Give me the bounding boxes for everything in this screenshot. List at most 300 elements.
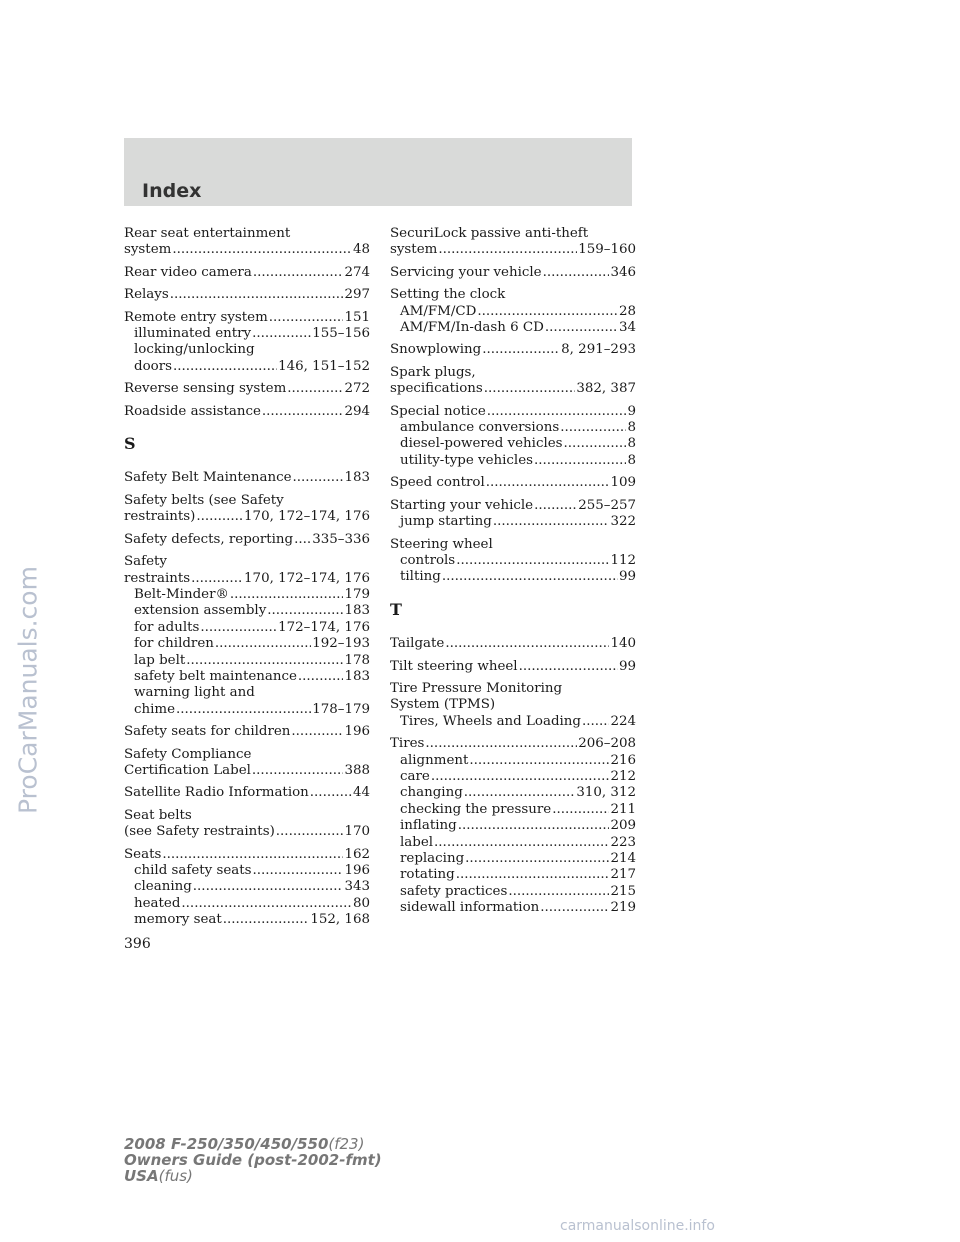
- index-entry-line: [390, 681, 636, 697]
- index-subentry-line: [124, 879, 370, 895]
- entry-term: Tire Pressure Monitoring: [390, 680, 563, 696]
- dot-leader: [545, 320, 618, 336]
- entry-term: Starting your vehicle: [390, 497, 534, 513]
- index-entry: [390, 342, 636, 358]
- dot-leader: [287, 381, 343, 397]
- entry-page-ref: 310, 312: [576, 785, 636, 801]
- entry-page-ref: 155–156: [312, 326, 370, 342]
- entry-page-ref: 159–160: [578, 242, 636, 258]
- page-number: 396: [124, 936, 151, 952]
- entry-term: Seat belts: [124, 807, 192, 823]
- entry-term: utility-type vehicles: [400, 452, 533, 468]
- dot-leader: [560, 420, 626, 436]
- entry-term: for children: [134, 636, 214, 652]
- entry-page-ref: 343: [344, 879, 370, 895]
- dot-leader: [294, 532, 311, 548]
- entry-term: sidewall information: [400, 900, 540, 916]
- entry-term: Seats: [124, 846, 162, 862]
- entry-page-ref: 219: [610, 900, 636, 916]
- entry-page-ref: 8, 291–293: [561, 342, 636, 358]
- index-subentry-line: [124, 636, 370, 652]
- entry-page-ref: 255–257: [578, 497, 636, 513]
- dot-leader: [534, 498, 577, 514]
- dot-leader: [445, 636, 609, 652]
- entry-page-ref: 151: [344, 309, 370, 325]
- dot-leader: [191, 571, 243, 587]
- index-entry: [390, 498, 636, 531]
- index-entry-line: [124, 554, 370, 570]
- index-entry: [390, 736, 636, 916]
- entry-term: diesel-powered vehicles: [400, 436, 563, 452]
- entry-term: Rear video camera: [124, 264, 252, 280]
- entry-term: AM/FM/CD: [400, 303, 477, 319]
- index-entry-line: [124, 287, 370, 303]
- entry-page-ref: 346: [610, 264, 636, 280]
- dot-leader: [508, 884, 609, 900]
- entry-term: changing: [400, 785, 463, 801]
- entry-term: Relays: [124, 287, 169, 303]
- index-subentry-line: [124, 587, 370, 603]
- dot-leader: [434, 835, 609, 851]
- index-entry: [390, 537, 636, 586]
- index-entry-line: [124, 493, 370, 509]
- index-subentry-line: [390, 818, 636, 834]
- index-entry: [124, 381, 370, 397]
- entry-page-ref: 217: [610, 867, 636, 883]
- entry-term: replacing: [400, 851, 465, 866]
- dot-leader: [465, 851, 609, 867]
- dot-leader: [540, 900, 609, 916]
- dot-leader: [456, 867, 610, 883]
- entry-page-ref: 322: [610, 514, 636, 530]
- index-entry-line: [124, 808, 370, 824]
- entry-term: Safety Belt Maintenance: [124, 470, 292, 486]
- entry-term: chime: [134, 701, 176, 717]
- index-entry-line: [390, 475, 636, 491]
- index-entry-line: [390, 659, 636, 675]
- dot-leader: [456, 553, 609, 569]
- index-subentry-line: [124, 896, 370, 912]
- index-entry-line: [390, 265, 636, 281]
- entry-term: (see Safety restraints): [124, 824, 275, 840]
- entry-page-ref: 183: [344, 668, 370, 684]
- footer-line-market: [124, 1168, 382, 1184]
- entry-term: AM/FM/In-dash 6 CD: [400, 320, 544, 336]
- dot-leader: [564, 436, 627, 452]
- entry-term: Safety Compliance: [124, 746, 252, 762]
- entry-term: safety practices: [400, 883, 508, 899]
- entry-term: heated: [134, 895, 181, 911]
- entry-term: Satellite Radio Information: [124, 785, 309, 801]
- entry-page-ref: 211: [610, 801, 636, 817]
- dot-leader: [442, 569, 618, 585]
- watermark-side-text: ProCarManuals.com: [13, 566, 43, 814]
- dot-leader: [310, 785, 352, 801]
- dot-leader: [582, 714, 609, 730]
- entry-term: Speed control: [390, 475, 485, 491]
- index-entry-line: [124, 763, 370, 779]
- dot-leader: [267, 603, 343, 619]
- entry-term: care: [400, 768, 430, 784]
- dot-leader: [200, 620, 277, 636]
- index-subentry-line: [390, 453, 636, 469]
- entry-term: Tires: [390, 736, 425, 752]
- entry-term: illuminated entry: [134, 326, 252, 342]
- dot-leader: [469, 753, 609, 769]
- entry-term: Safety defects, reporting: [124, 531, 294, 547]
- index-subentry-line: [390, 867, 636, 883]
- index-header-band: [124, 138, 632, 206]
- index-entry-line: [390, 636, 636, 652]
- index-entry-line: [390, 404, 636, 420]
- dot-leader: [298, 669, 344, 685]
- dot-leader: [252, 763, 344, 779]
- entry-page-ref: 216: [610, 752, 636, 768]
- footer-model: 2008 F-250/350/450/550: [124, 1135, 329, 1153]
- entry-page-ref: 99: [618, 658, 636, 674]
- footer-market-code: (fus): [158, 1167, 193, 1185]
- entry-term: checking the pressure: [400, 801, 552, 817]
- dot-leader: [230, 587, 344, 603]
- index-entry-line: [124, 404, 370, 420]
- entry-term: Safety: [124, 554, 167, 570]
- dot-leader: [438, 242, 577, 258]
- entry-page-ref: 192–193: [312, 636, 370, 652]
- entry-term: restraints): [124, 509, 196, 525]
- index-column-right: [390, 226, 636, 923]
- dot-leader: [262, 404, 344, 420]
- index-entry: [390, 404, 636, 470]
- index-entry: [124, 265, 370, 281]
- entry-term: jump starting: [400, 514, 492, 530]
- entry-page-ref: 170: [344, 824, 370, 840]
- dot-leader: [223, 912, 310, 928]
- index-subentry-line: [124, 603, 370, 619]
- index-subentry-line: [390, 900, 636, 916]
- index-entry-line: [124, 824, 370, 840]
- watermark-side: [8, 510, 48, 1240]
- entry-term: warning light and: [134, 685, 255, 701]
- index-subentry-line: [390, 553, 636, 569]
- index-entry-line: [390, 697, 636, 713]
- index-subentry-line: [390, 514, 636, 530]
- entry-page-ref: 170, 172–174, 176: [244, 570, 370, 586]
- index-subentry-line: [390, 436, 636, 452]
- index-entry-line: [390, 498, 636, 514]
- index-subentry-line: [124, 669, 370, 685]
- dot-leader: [477, 304, 618, 320]
- dot-leader: [269, 310, 344, 326]
- entry-term: Steering wheel: [390, 536, 493, 552]
- entry-page-ref: 224: [610, 713, 636, 729]
- entry-term: ambulance conversions: [400, 420, 560, 436]
- entry-page-ref: 196: [344, 724, 370, 740]
- watermark-bottom: carmanualsonline.info: [560, 1218, 715, 1234]
- index-entry: [124, 785, 370, 801]
- dot-leader: [173, 359, 277, 375]
- index-subentry-line: [390, 851, 636, 867]
- index-subentry-line: [124, 653, 370, 669]
- index-subentry-line: [124, 342, 370, 358]
- index-entry: [124, 310, 370, 376]
- entry-page-ref: 212: [610, 768, 636, 784]
- dot-leader: [253, 863, 344, 879]
- dot-leader: [293, 470, 344, 486]
- dot-leader: [519, 659, 618, 675]
- index-entry: [390, 475, 636, 491]
- index-entry-line: [124, 381, 370, 397]
- entry-page-ref: 178–179: [312, 701, 370, 717]
- index-entry: [124, 724, 370, 740]
- entry-page-ref: 196: [344, 863, 370, 878]
- index-subentry-line: [124, 702, 370, 718]
- index-entry-line: [124, 532, 370, 548]
- entry-page-ref: 109: [610, 475, 636, 491]
- entry-term: alignment: [400, 752, 469, 768]
- index-column-left: [124, 226, 370, 935]
- entry-page-ref: 382, 387: [576, 381, 636, 397]
- entry-term: extension assembly: [134, 603, 267, 619]
- dot-leader: [464, 785, 576, 801]
- index-entry-line: [390, 287, 636, 303]
- entry-page-ref: 178: [344, 652, 370, 668]
- document-footer: [124, 1136, 382, 1184]
- index-entry-line: [390, 365, 636, 381]
- entry-term: Rear seat entertainment: [124, 226, 291, 241]
- entry-term: Spark plugs,: [390, 364, 476, 380]
- index-entry: [124, 847, 370, 929]
- entry-page-ref: 99: [618, 569, 636, 585]
- index-subentry-line: [390, 320, 636, 336]
- entry-term: cleaning: [134, 879, 192, 895]
- index-entry: [124, 404, 370, 420]
- dot-leader: [534, 453, 626, 469]
- footer-model-code: (f23): [328, 1135, 365, 1153]
- entry-page-ref: 209: [610, 818, 636, 834]
- entry-page-ref: 48: [352, 242, 370, 258]
- dot-leader: [193, 879, 344, 895]
- index-entry-line: [390, 537, 636, 553]
- dot-leader: [291, 724, 343, 740]
- index-entry-line: [124, 785, 370, 801]
- entry-term: Roadside assistance: [124, 403, 261, 419]
- entry-term: locking/unlocking: [134, 342, 255, 358]
- index-subentry-line: [390, 714, 636, 730]
- dot-leader: [176, 702, 311, 718]
- entry-term: label: [400, 834, 434, 850]
- entry-page-ref: 388: [344, 762, 370, 778]
- index-entry-line: [124, 847, 370, 863]
- entry-term: memory seat: [134, 912, 222, 928]
- entry-page-ref: 172–174, 176: [278, 619, 370, 635]
- dot-leader: [431, 769, 610, 785]
- dot-leader: [172, 242, 352, 258]
- entry-page-ref: 206–208: [578, 736, 636, 752]
- index-subentry-line: [390, 569, 636, 585]
- index-entry: [390, 659, 636, 675]
- entry-page-ref: 215: [610, 883, 636, 899]
- dot-leader: [162, 847, 343, 863]
- footer-line-model: [124, 1136, 382, 1152]
- index-entry: [124, 808, 370, 841]
- index-subentry-line: [124, 620, 370, 636]
- entry-term: Special notice: [390, 403, 486, 419]
- dot-leader: [482, 342, 560, 358]
- index-entry: [390, 287, 636, 336]
- index-subentry-line: [390, 884, 636, 900]
- index-entry: [124, 554, 370, 718]
- entry-page-ref: 152, 168: [310, 912, 370, 928]
- index-entry-line: [124, 509, 370, 525]
- dot-leader: [543, 265, 610, 281]
- index-entry-line: [124, 571, 370, 587]
- entry-term: lap belt: [134, 652, 186, 668]
- index-entry: [390, 226, 636, 259]
- entry-term: system: [124, 242, 172, 258]
- dot-leader: [276, 824, 344, 840]
- entry-term: Tires, Wheels and Loading: [400, 713, 581, 729]
- index-entry-line: [124, 470, 370, 486]
- dot-leader: [487, 404, 627, 420]
- index-entry: [390, 636, 636, 652]
- index-entry: [390, 365, 636, 398]
- entry-term: Belt-Minder®: [134, 586, 229, 602]
- entry-page-ref: 44: [352, 785, 370, 801]
- entry-page-ref: 335–336: [312, 531, 370, 547]
- entry-page-ref: 140: [610, 636, 636, 652]
- index-entry: [390, 265, 636, 281]
- entry-term: inflating: [400, 818, 457, 834]
- dot-leader: [186, 653, 343, 669]
- index-entry-line: [124, 242, 370, 258]
- dot-leader: [425, 736, 577, 752]
- dot-leader: [252, 326, 311, 342]
- index-entry-line: [124, 747, 370, 763]
- entry-page-ref: 80: [352, 895, 370, 911]
- entry-page-ref: 274: [344, 264, 370, 280]
- dot-leader: [170, 287, 344, 303]
- index-entry-line: [124, 724, 370, 740]
- index-subentry-line: [390, 420, 636, 436]
- index-subentry-line: [390, 785, 636, 801]
- footer-market: USA: [124, 1167, 159, 1185]
- index-entry-line: [390, 242, 636, 258]
- entry-page-ref: 8: [627, 420, 636, 436]
- index-entry: [124, 287, 370, 303]
- entry-page-ref: 214: [610, 851, 636, 866]
- dot-leader: [493, 514, 610, 530]
- entry-page-ref: 183: [344, 603, 370, 619]
- index-entry-line: [390, 226, 636, 242]
- entry-term: Tilt steering wheel: [390, 658, 518, 674]
- entry-term: specifications: [390, 381, 483, 397]
- index-subentry-line: [390, 304, 636, 320]
- footer-guide: Owners Guide (post-2002-fmt): [124, 1151, 382, 1169]
- entry-page-ref: 183: [344, 470, 370, 486]
- index-subentry-line: [390, 753, 636, 769]
- entry-page-ref: 272: [344, 381, 370, 397]
- entry-page-ref: 34: [618, 320, 636, 336]
- entry-term: Setting the clock: [390, 287, 506, 303]
- index-entry-line: [390, 342, 636, 358]
- entry-term: for adults: [134, 619, 200, 635]
- index-subentry-line: [124, 359, 370, 375]
- index-subentry-line: [390, 835, 636, 851]
- entry-term: SecuriLock passive anti-theft: [390, 226, 589, 241]
- index-entry: [124, 747, 370, 780]
- entry-page-ref: 294: [344, 403, 370, 419]
- dot-leader: [253, 265, 344, 281]
- index-entry: [124, 493, 370, 526]
- entry-page-ref: 170, 172–174, 176: [244, 509, 370, 525]
- index-entry-line: [390, 381, 636, 397]
- entry-term: Remote entry system: [124, 309, 268, 325]
- entry-term: restraints: [124, 570, 191, 586]
- entry-term: child safety seats: [134, 863, 252, 878]
- entry-term: Reverse sensing system: [124, 381, 287, 397]
- index-subentry-line: [390, 802, 636, 818]
- entry-term: system: [390, 242, 438, 258]
- entry-page-ref: 8: [627, 452, 636, 468]
- index-entry-line: [124, 226, 370, 242]
- entry-term: Safety belts (see Safety: [124, 492, 284, 508]
- index-subentry-line: [124, 326, 370, 342]
- entry-term: Servicing your vehicle: [390, 264, 542, 280]
- index-entry: [124, 470, 370, 486]
- entry-term: Tailgate: [390, 636, 445, 652]
- index-subentry-line: [124, 912, 370, 928]
- entry-term: controls: [400, 552, 456, 568]
- index-entry: [390, 681, 636, 730]
- entry-term: Safety seats for children: [124, 724, 291, 740]
- section-letter: T: [390, 599, 402, 619]
- entry-page-ref: 179: [344, 586, 370, 602]
- entry-page-ref: 8: [627, 436, 636, 452]
- index-entry-line: [124, 265, 370, 281]
- entry-page-ref: 9: [627, 403, 636, 419]
- dot-leader: [484, 381, 576, 397]
- entry-page-ref: 297: [344, 287, 370, 303]
- entry-page-ref: 146, 151–152: [278, 358, 370, 374]
- entry-term: System (TPMS): [390, 697, 496, 713]
- entry-page-ref: 112: [610, 552, 636, 568]
- section-letter: S: [124, 434, 136, 454]
- entry-page-ref: 223: [610, 834, 636, 850]
- dot-leader: [552, 802, 609, 818]
- entry-term: doors: [134, 358, 172, 374]
- entry-term: rotating: [400, 867, 455, 883]
- page-title: Index: [142, 180, 202, 202]
- index-entry-line: [390, 736, 636, 752]
- index-entry: [124, 532, 370, 548]
- dot-leader: [458, 818, 610, 834]
- index-entry: [124, 226, 370, 259]
- entry-page-ref: 28: [618, 303, 636, 319]
- dot-leader: [196, 509, 243, 525]
- entry-page-ref: 162: [344, 846, 370, 862]
- dot-leader: [486, 475, 610, 491]
- footer-line-guide: [124, 1152, 382, 1168]
- dot-leader: [215, 636, 311, 652]
- entry-term: safety belt maintenance: [134, 668, 297, 684]
- dot-leader: [181, 896, 352, 912]
- index-subentry-line: [124, 685, 370, 701]
- entry-term: tilting: [400, 569, 441, 585]
- index-subentry-line: [390, 769, 636, 785]
- entry-term: Certification Label: [124, 762, 251, 778]
- index-subentry-line: [124, 863, 370, 879]
- index-entry-line: [124, 310, 370, 326]
